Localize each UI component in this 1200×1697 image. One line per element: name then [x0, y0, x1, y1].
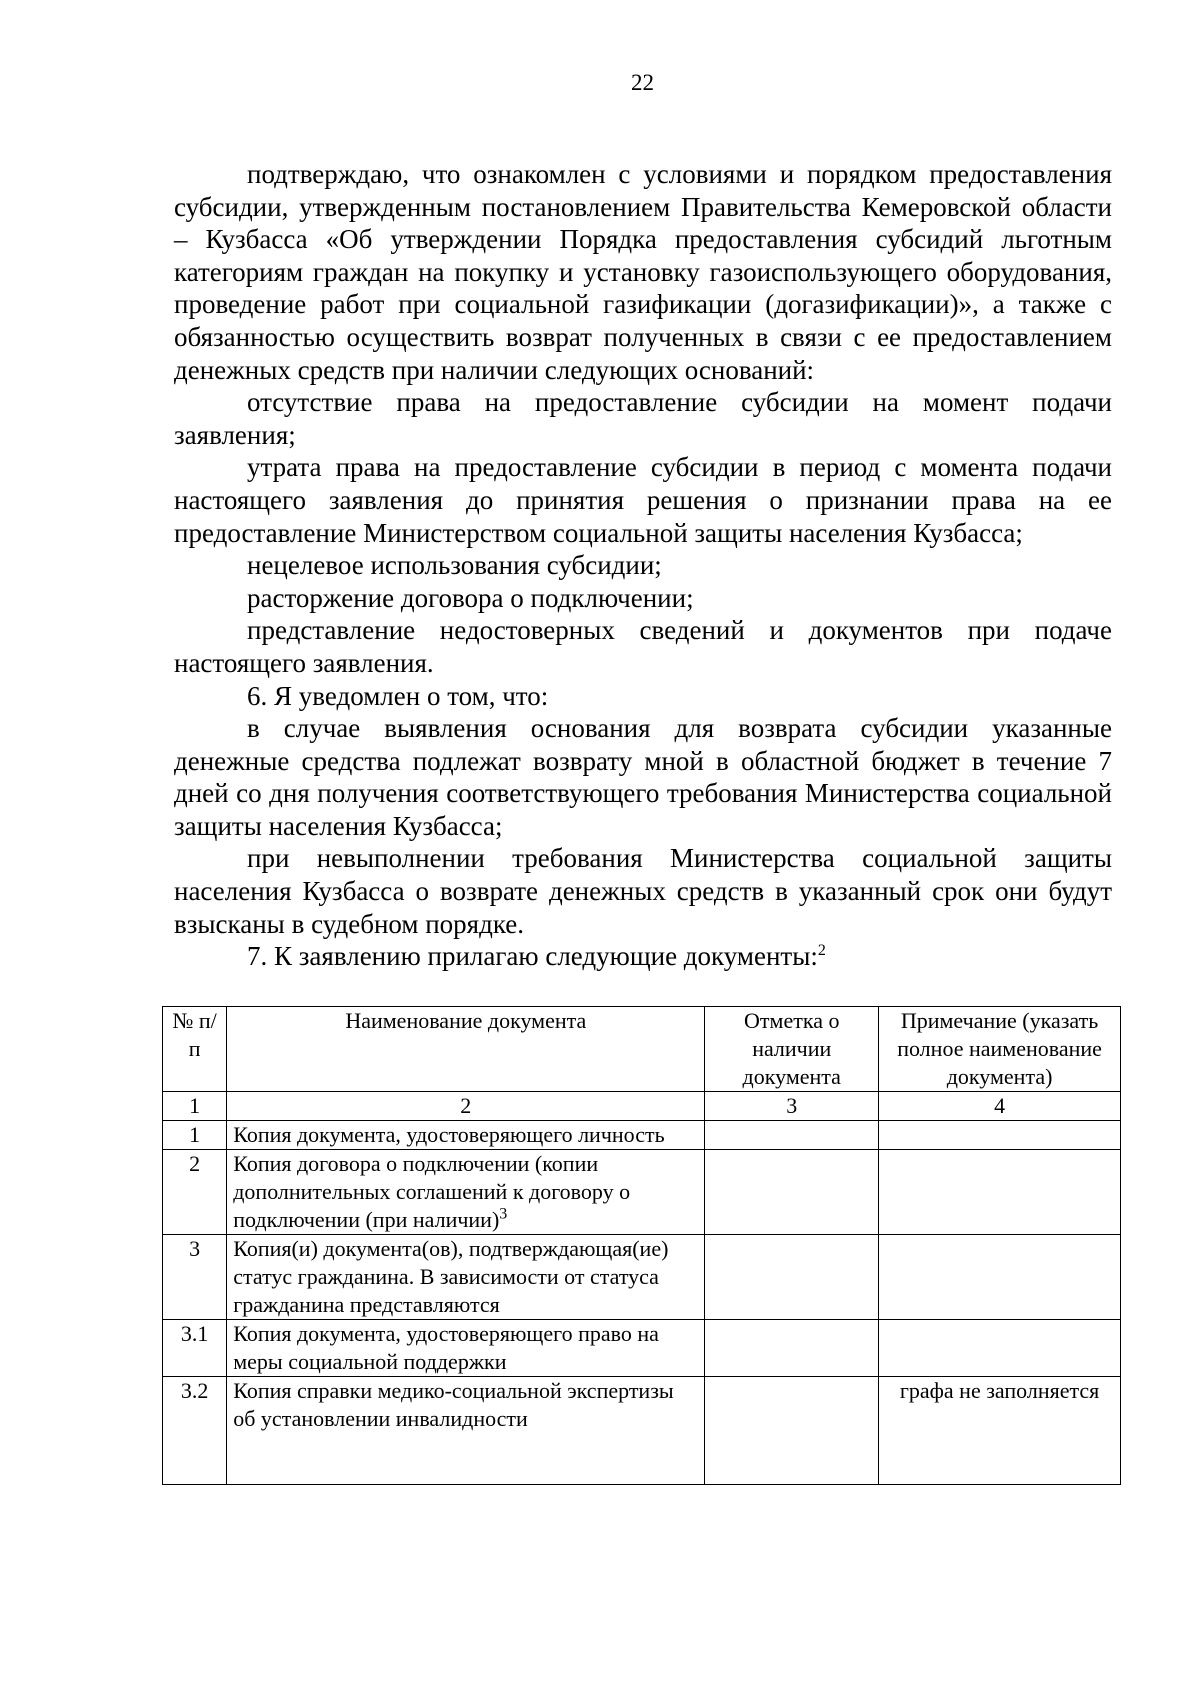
table-row: [163, 1121, 1121, 1150]
column-number: 2: [227, 1092, 705, 1121]
paragraph-misuse: нецелевое использования субсидии;: [247, 550, 662, 581]
column-number: 1: [163, 1092, 227, 1121]
row-name-text: Копия документа, удостоверяющего право на меры социальной поддержки: [233, 1321, 659, 1374]
paragraph-contract-termination: расторжение договора о подключении;: [247, 582, 694, 613]
table-row: [163, 1320, 1121, 1377]
paragraph-false-info: представление недостоверных сведений и документов при подаче настоящего заявления.: [174, 615, 1112, 678]
row-note-cell[interactable]: [879, 1150, 1121, 1235]
row-name: [227, 1150, 705, 1235]
row-num: 3.2: [163, 1377, 227, 1485]
row-num: 3: [163, 1235, 227, 1320]
attachments-heading: [174, 940, 1112, 972]
row-num: 1: [163, 1121, 227, 1150]
column-number: 3: [705, 1092, 879, 1121]
row-mark-cell[interactable]: [705, 1235, 879, 1320]
row-note-cell[interactable]: [879, 1235, 1121, 1320]
table-header-row: [163, 1007, 1121, 1092]
table-row: [163, 1235, 1121, 1320]
row-name: [227, 1235, 705, 1320]
row-name-text: Копия(и) документа(ов), подтверждающая(ие) статус гражданина. В зависимости от статуса гражданина представляются: [233, 1236, 669, 1317]
row-mark-cell[interactable]: [705, 1377, 879, 1485]
row-name-text: Копия договора о подключении (копии дополнительных соглашений к договору о подключении (при наличии): [233, 1151, 631, 1232]
column-numbers-row: [163, 1092, 1121, 1121]
paragraph-no-right: отсутствие права на предоставление субсидии на момент подачи заявления;: [174, 387, 1112, 450]
header-mark: Отметка о наличии документа: [705, 1007, 879, 1092]
row-note-cell[interactable]: [879, 1121, 1121, 1150]
attachments-heading-text: 7. К заявлению прилагаю следующие документы:: [247, 941, 818, 972]
table-row: [163, 1377, 1121, 1485]
paragraph-consent: подтверждаю, что ознакомлен с условиями и порядком предоставления субсидии, утвержденным постановлением Правительства Кемеровской области – Кузбасса «Об утверждении Порядка предоставления субсидий льготным категориям граждан на покупку и установку газоиспользующего оборудования, проведение работ при социальной газификации (догазификации)», а также с обязанностью осуществить возврат полученных в связи с ее предоставлением денежных средств при наличии следующих оснований:: [174, 159, 1112, 385]
body-text: [174, 158, 1112, 972]
row-name: [227, 1320, 705, 1377]
header-note: Примечание (указать полное наименование документа): [879, 1007, 1121, 1092]
page-number: 22: [631, 70, 654, 95]
row-mark-cell[interactable]: [705, 1320, 879, 1377]
attachments-table: [162, 1006, 1121, 1485]
row-num: 2: [163, 1150, 227, 1235]
row-name: [227, 1377, 705, 1485]
row-mark-cell[interactable]: [705, 1150, 879, 1235]
footnote-marker: 2: [817, 942, 826, 960]
table-row: [163, 1150, 1121, 1235]
paragraph-notified: 6. Я уведомлен о том, что:: [247, 680, 549, 711]
row-note-cell: графа не заполняется: [879, 1377, 1121, 1485]
paragraph-refund-deadline: в случае выявления основания для возврата субсидии указанные денежные средства подлежат возврату мной в областной бюджет в течение 7 дней со дня получения соответствующего требования Министерства социальной защиты населения Кузбасса;: [174, 713, 1112, 841]
row-note-cell[interactable]: [879, 1320, 1121, 1377]
row-name-text: Копия справки медико-социальной экспертизы об установлении инвалидности: [233, 1378, 674, 1431]
paragraph-court-recovery: при невыполнении требования Министерства социальной защиты населения Кузбасса о возврате денежных средств в указанный срок они будут взысканы в судебном порядке.: [174, 843, 1112, 939]
header-num: № п/п: [163, 1007, 227, 1092]
row-num: 3.1: [163, 1320, 227, 1377]
row-mark-cell[interactable]: [705, 1121, 879, 1150]
paragraph-loss-of-right: утрата права на предоставление субсидии в период с момента подачи настоящего заявления до принятия решения о признании права на ее предоставление Министерством социальной защиты населения Кузбасса;: [174, 452, 1112, 548]
column-number: 4: [879, 1092, 1121, 1121]
header-name: Наименование документа: [227, 1007, 705, 1092]
row-name: [227, 1121, 705, 1150]
footnote-marker: 3: [499, 1205, 508, 1223]
row-name-text: Копия документа, удостоверяющего личность: [233, 1122, 665, 1147]
